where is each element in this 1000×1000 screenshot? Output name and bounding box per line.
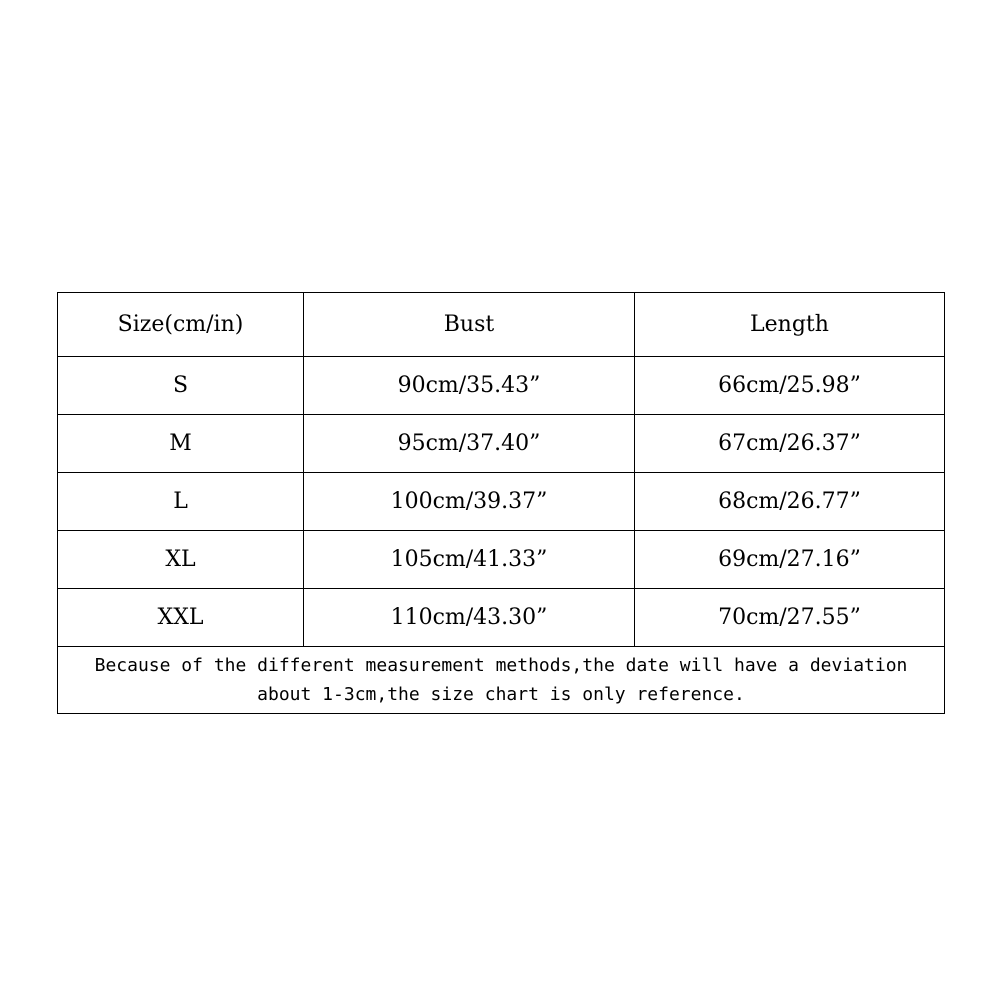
measurement-note: Because of the different measurement methods,the date will have a deviation about 1-3cm,the size chart is only reference. bbox=[58, 647, 945, 714]
header-length: Length bbox=[635, 293, 945, 357]
bust-cell: 100cm/39.37” bbox=[304, 473, 635, 531]
header-size: Size(cm/in) bbox=[58, 293, 304, 357]
size-cell: M bbox=[58, 415, 304, 473]
header-bust: Bust bbox=[304, 293, 635, 357]
size-cell: XL bbox=[58, 531, 304, 589]
bust-cell: 95cm/37.40” bbox=[304, 415, 635, 473]
table-row bbox=[58, 589, 945, 647]
length-cell: 67cm/26.37” bbox=[635, 415, 945, 473]
length-cell: 69cm/27.16” bbox=[635, 531, 945, 589]
size-chart-table bbox=[57, 292, 945, 714]
length-cell: 68cm/26.77” bbox=[635, 473, 945, 531]
table-row bbox=[58, 415, 945, 473]
size-cell: L bbox=[58, 473, 304, 531]
bust-cell: 90cm/35.43” bbox=[304, 357, 635, 415]
table-row bbox=[58, 531, 945, 589]
table-row bbox=[58, 357, 945, 415]
note-row bbox=[58, 647, 945, 714]
bust-cell: 105cm/41.33” bbox=[304, 531, 635, 589]
table-header-row bbox=[58, 293, 945, 357]
size-cell: S bbox=[58, 357, 304, 415]
length-cell: 66cm/25.98” bbox=[635, 357, 945, 415]
bust-cell: 110cm/43.30” bbox=[304, 589, 635, 647]
size-cell: XXL bbox=[58, 589, 304, 647]
table-row bbox=[58, 473, 945, 531]
length-cell: 70cm/27.55” bbox=[635, 589, 945, 647]
